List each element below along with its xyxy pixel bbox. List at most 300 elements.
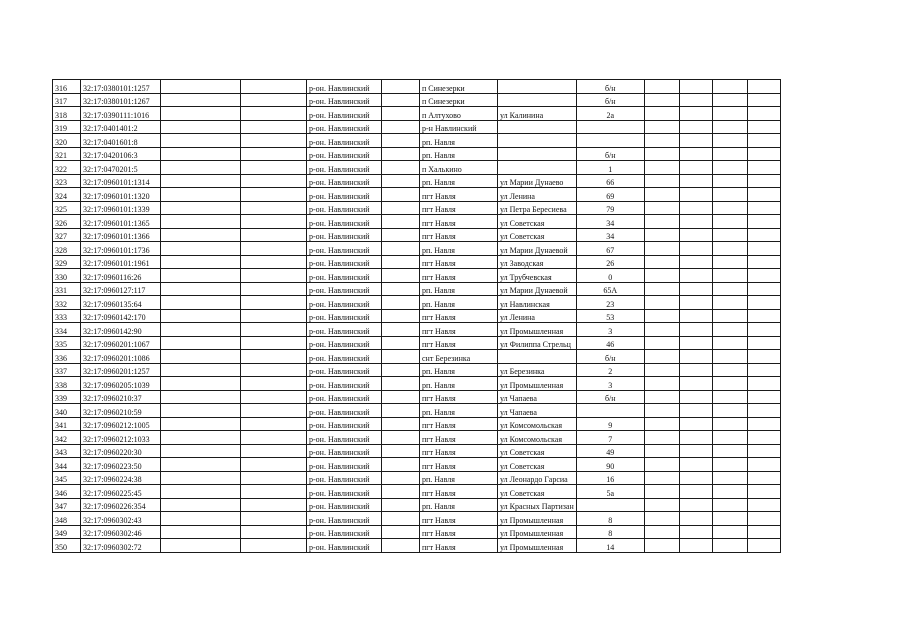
empty-col-4-cell — [241, 282, 307, 296]
empty-col-10-cell — [644, 485, 679, 499]
house-number-cell: 66 — [576, 174, 644, 188]
table-row — [53, 296, 781, 310]
house-number-cell: 3 — [576, 323, 644, 337]
row-number-cell: 335 — [53, 336, 81, 350]
settlement-cell: пгт Навля — [420, 309, 498, 323]
empty-col-12-cell — [712, 458, 747, 472]
empty-col-12-cell — [712, 80, 747, 94]
empty-col-4-cell — [241, 147, 307, 161]
cadastral-number-cell: 32:17:0960101:1365 — [81, 215, 161, 229]
row-number-cell: 326 — [53, 215, 81, 229]
house-number-cell: 2а — [576, 107, 644, 121]
house-number-cell: 67 — [576, 242, 644, 256]
empty-col-13-cell — [747, 512, 780, 526]
settlement-cell: пгт Навля — [420, 512, 498, 526]
street-cell: ул Промышленная — [498, 539, 577, 553]
empty-col-10-cell — [644, 377, 679, 391]
house-number-cell — [576, 120, 644, 134]
empty-col-3-cell — [161, 120, 241, 134]
empty-col-10-cell — [644, 174, 679, 188]
empty-col-3-cell — [161, 228, 241, 242]
settlement-cell: рп. Навля — [420, 498, 498, 512]
empty-col-13-cell — [747, 309, 780, 323]
table-row — [53, 242, 781, 256]
empty-col-3-cell — [161, 215, 241, 229]
empty-col-13-cell — [747, 147, 780, 161]
empty-col-4-cell — [241, 201, 307, 215]
empty-col-6-cell — [382, 134, 420, 148]
empty-col-6-cell — [382, 485, 420, 499]
empty-col-6-cell — [382, 201, 420, 215]
row-number-cell: 325 — [53, 201, 81, 215]
empty-col-11-cell — [679, 255, 712, 269]
empty-col-3-cell — [161, 363, 241, 377]
house-number-cell: 1 — [576, 161, 644, 175]
empty-col-13-cell — [747, 80, 780, 94]
house-number-cell: 34 — [576, 215, 644, 229]
empty-col-3-cell — [161, 390, 241, 404]
empty-col-3-cell — [161, 296, 241, 310]
empty-col-3-cell — [161, 107, 241, 121]
empty-col-3-cell — [161, 404, 241, 418]
table-row — [53, 309, 781, 323]
row-number-cell: 331 — [53, 282, 81, 296]
empty-col-3-cell — [161, 458, 241, 472]
empty-col-12-cell — [712, 188, 747, 202]
cadastral-number-cell: 32:17:0960101:1366 — [81, 228, 161, 242]
house-number-cell: 5а — [576, 485, 644, 499]
settlement-cell: пгт Навля — [420, 485, 498, 499]
empty-col-11-cell — [679, 498, 712, 512]
empty-col-13-cell — [747, 228, 780, 242]
row-number-cell: 342 — [53, 431, 81, 445]
table-row — [53, 431, 781, 445]
street-cell — [498, 350, 577, 364]
empty-col-12-cell — [712, 228, 747, 242]
street-cell: ул Советская — [498, 228, 577, 242]
empty-col-13-cell — [747, 120, 780, 134]
settlement-cell: п Синезерки — [420, 80, 498, 94]
empty-col-4-cell — [241, 120, 307, 134]
district-cell: р-он. Навлинский — [307, 350, 382, 364]
district-cell: р-он. Навлинский — [307, 242, 382, 256]
empty-col-3-cell — [161, 309, 241, 323]
settlement-cell: снт Березинка — [420, 350, 498, 364]
empty-col-3-cell — [161, 471, 241, 485]
empty-col-11-cell — [679, 431, 712, 445]
street-cell: ул Калинина — [498, 107, 577, 121]
empty-col-4-cell — [241, 215, 307, 229]
empty-col-10-cell — [644, 417, 679, 431]
empty-col-11-cell — [679, 147, 712, 161]
table-row — [53, 174, 781, 188]
row-number-cell: 328 — [53, 242, 81, 256]
settlement-cell: пгт Навля — [420, 390, 498, 404]
row-number-cell: 339 — [53, 390, 81, 404]
settlement-cell: п Алтухово — [420, 107, 498, 121]
empty-col-3-cell — [161, 431, 241, 445]
house-number-cell: 14 — [576, 539, 644, 553]
settlement-cell: п Халькино — [420, 161, 498, 175]
empty-col-10-cell — [644, 282, 679, 296]
empty-col-12-cell — [712, 417, 747, 431]
empty-col-6-cell — [382, 174, 420, 188]
empty-col-12-cell — [712, 336, 747, 350]
street-cell: ул Марии Дунаевой — [498, 282, 577, 296]
district-cell: р-он. Навлинский — [307, 282, 382, 296]
row-number-cell: 334 — [53, 323, 81, 337]
house-number-cell: 23 — [576, 296, 644, 310]
empty-col-6-cell — [382, 188, 420, 202]
settlement-cell: пгт Навля — [420, 323, 498, 337]
empty-col-13-cell — [747, 444, 780, 458]
house-number-cell: 7 — [576, 431, 644, 445]
district-cell: р-он. Навлинский — [307, 188, 382, 202]
cadastral-number-cell: 32:17:0960302:43 — [81, 512, 161, 526]
row-number-cell: 344 — [53, 458, 81, 472]
district-cell: р-он. Навлинский — [307, 458, 382, 472]
street-cell: ул Советская — [498, 215, 577, 229]
empty-col-10-cell — [644, 323, 679, 337]
row-number-cell: 343 — [53, 444, 81, 458]
empty-col-12-cell — [712, 404, 747, 418]
empty-col-11-cell — [679, 188, 712, 202]
empty-col-11-cell — [679, 80, 712, 94]
empty-col-6-cell — [382, 296, 420, 310]
row-number-cell: 347 — [53, 498, 81, 512]
empty-col-12-cell — [712, 309, 747, 323]
settlement-cell: рп. Навля — [420, 471, 498, 485]
house-number-cell — [576, 498, 644, 512]
table-row — [53, 485, 781, 499]
cadastral-number-cell: 32:17:0960101:1736 — [81, 242, 161, 256]
empty-col-3-cell — [161, 242, 241, 256]
empty-col-11-cell — [679, 390, 712, 404]
empty-col-13-cell — [747, 174, 780, 188]
empty-col-6-cell — [382, 498, 420, 512]
empty-col-10-cell — [644, 296, 679, 310]
district-cell: р-он. Навлинский — [307, 444, 382, 458]
cadastral-number-cell: 32:17:0960142:90 — [81, 323, 161, 337]
street-cell: ул Чапаева — [498, 404, 577, 418]
district-cell: р-он. Навлинский — [307, 201, 382, 215]
street-cell: ул Промышленная — [498, 512, 577, 526]
empty-col-4-cell — [241, 498, 307, 512]
street-cell — [498, 134, 577, 148]
table-row — [53, 215, 781, 229]
empty-col-4-cell — [241, 417, 307, 431]
empty-col-12-cell — [712, 431, 747, 445]
district-cell: р-он. Навлинский — [307, 147, 382, 161]
cadastral-number-cell: 32:17:0390111:1016 — [81, 107, 161, 121]
empty-col-12-cell — [712, 539, 747, 553]
row-number-cell: 340 — [53, 404, 81, 418]
table-row — [53, 458, 781, 472]
empty-col-4-cell — [241, 444, 307, 458]
street-cell: ул Советская — [498, 444, 577, 458]
empty-col-12-cell — [712, 147, 747, 161]
empty-col-11-cell — [679, 444, 712, 458]
empty-col-6-cell — [382, 431, 420, 445]
street-cell: ул Промышленная — [498, 323, 577, 337]
house-number-cell: 0 — [576, 269, 644, 283]
empty-col-3-cell — [161, 498, 241, 512]
row-number-cell: 321 — [53, 147, 81, 161]
row-number-cell: 338 — [53, 377, 81, 391]
settlement-cell: рп. Навля — [420, 377, 498, 391]
cadastral-number-cell: 32:17:0960135:64 — [81, 296, 161, 310]
row-number-cell: 319 — [53, 120, 81, 134]
empty-col-6-cell — [382, 404, 420, 418]
empty-col-10-cell — [644, 390, 679, 404]
cadastral-number-cell: 32:17:0960101:1320 — [81, 188, 161, 202]
cadastral-number-cell: 32:17:0960212:1005 — [81, 417, 161, 431]
district-cell: р-он. Навлинский — [307, 525, 382, 539]
empty-col-4-cell — [241, 471, 307, 485]
district-cell: р-он. Навлинский — [307, 323, 382, 337]
cadastral-number-cell: 32:17:0960116:26 — [81, 269, 161, 283]
empty-col-4-cell — [241, 350, 307, 364]
house-number-cell: 49 — [576, 444, 644, 458]
empty-col-13-cell — [747, 296, 780, 310]
empty-col-4-cell — [241, 431, 307, 445]
street-cell: ул Трубчевская — [498, 269, 577, 283]
cadastral-number-cell: 32:17:0470201:5 — [81, 161, 161, 175]
empty-col-4-cell — [241, 309, 307, 323]
empty-col-6-cell — [382, 242, 420, 256]
empty-col-10-cell — [644, 444, 679, 458]
empty-col-4-cell — [241, 512, 307, 526]
empty-col-10-cell — [644, 107, 679, 121]
house-number-cell: 2 — [576, 363, 644, 377]
settlement-cell: п Синезерки — [420, 93, 498, 107]
house-number-cell: б/н — [576, 147, 644, 161]
cadastral-number-cell: 32:17:0960224:38 — [81, 471, 161, 485]
street-cell: ул Красных Партизан — [498, 498, 577, 512]
empty-col-10-cell — [644, 404, 679, 418]
district-cell: р-он. Навлинский — [307, 471, 382, 485]
table-row — [53, 269, 781, 283]
empty-col-3-cell — [161, 93, 241, 107]
empty-col-11-cell — [679, 485, 712, 499]
empty-col-4-cell — [241, 390, 307, 404]
street-cell — [498, 147, 577, 161]
empty-col-10-cell — [644, 134, 679, 148]
empty-col-6-cell — [382, 309, 420, 323]
table-row — [53, 512, 781, 526]
settlement-cell: пгт Навля — [420, 269, 498, 283]
empty-col-10-cell — [644, 458, 679, 472]
settlement-cell: пгт Навля — [420, 228, 498, 242]
empty-col-13-cell — [747, 498, 780, 512]
row-number-cell: 348 — [53, 512, 81, 526]
cadastral-number-cell: 32:17:0960302:72 — [81, 539, 161, 553]
empty-col-11-cell — [679, 296, 712, 310]
empty-col-11-cell — [679, 269, 712, 283]
table-row — [53, 107, 781, 121]
district-cell: р-он. Навлинский — [307, 296, 382, 310]
cadastral-number-cell: 32:17:0420106:3 — [81, 147, 161, 161]
settlement-cell: рп. Навля — [420, 404, 498, 418]
empty-col-4-cell — [241, 323, 307, 337]
table-row — [53, 323, 781, 337]
house-number-cell — [576, 404, 644, 418]
cadastral-number-cell: 32:17:0960223:50 — [81, 458, 161, 472]
table-row — [53, 350, 781, 364]
house-number-cell: 3 — [576, 377, 644, 391]
table-row — [53, 525, 781, 539]
cadastral-number-cell: 32:17:0960210:37 — [81, 390, 161, 404]
empty-col-12-cell — [712, 282, 747, 296]
cadastral-number-cell: 32:17:0960127:117 — [81, 282, 161, 296]
empty-col-3-cell — [161, 512, 241, 526]
house-number-cell: 90 — [576, 458, 644, 472]
empty-col-11-cell — [679, 161, 712, 175]
empty-col-11-cell — [679, 215, 712, 229]
empty-col-4-cell — [241, 363, 307, 377]
empty-col-10-cell — [644, 431, 679, 445]
empty-col-13-cell — [747, 323, 780, 337]
empty-col-10-cell — [644, 80, 679, 94]
empty-col-10-cell — [644, 201, 679, 215]
empty-col-10-cell — [644, 120, 679, 134]
settlement-cell: пгт Навля — [420, 458, 498, 472]
empty-col-6-cell — [382, 458, 420, 472]
row-number-cell: 320 — [53, 134, 81, 148]
district-cell: р-он. Навлинский — [307, 215, 382, 229]
district-cell: р-он. Навлинский — [307, 539, 382, 553]
settlement-cell: пгт Навля — [420, 417, 498, 431]
empty-col-12-cell — [712, 363, 747, 377]
street-cell: ул Навлинская — [498, 296, 577, 310]
empty-col-3-cell — [161, 269, 241, 283]
empty-col-13-cell — [747, 525, 780, 539]
row-number-cell: 341 — [53, 417, 81, 431]
house-number-cell: б/н — [576, 350, 644, 364]
empty-col-10-cell — [644, 363, 679, 377]
empty-col-6-cell — [382, 93, 420, 107]
empty-col-6-cell — [382, 350, 420, 364]
empty-col-3-cell — [161, 174, 241, 188]
district-cell: р-он. Навлинский — [307, 228, 382, 242]
empty-col-6-cell — [382, 228, 420, 242]
street-cell: ул Ленина — [498, 188, 577, 202]
empty-col-12-cell — [712, 485, 747, 499]
empty-col-11-cell — [679, 323, 712, 337]
table-row — [53, 498, 781, 512]
empty-col-6-cell — [382, 120, 420, 134]
table-row — [53, 255, 781, 269]
house-number-cell: 9 — [576, 417, 644, 431]
house-number-cell: 8 — [576, 512, 644, 526]
empty-col-3-cell — [161, 539, 241, 553]
row-number-cell: 345 — [53, 471, 81, 485]
empty-col-13-cell — [747, 188, 780, 202]
row-number-cell: 323 — [53, 174, 81, 188]
cadastral-number-cell: 32:17:0380101:1267 — [81, 93, 161, 107]
empty-col-11-cell — [679, 174, 712, 188]
district-cell: р-он. Навлинский — [307, 93, 382, 107]
empty-col-10-cell — [644, 161, 679, 175]
settlement-cell: рп. Навля — [420, 134, 498, 148]
cadastral-number-cell: 32:17:0960201:1257 — [81, 363, 161, 377]
district-cell: р-он. Навлинский — [307, 161, 382, 175]
table-row — [53, 188, 781, 202]
table-row — [53, 417, 781, 431]
empty-col-12-cell — [712, 471, 747, 485]
empty-col-13-cell — [747, 93, 780, 107]
district-cell: р-он. Навлинский — [307, 134, 382, 148]
empty-col-6-cell — [382, 444, 420, 458]
empty-col-4-cell — [241, 188, 307, 202]
empty-col-4-cell — [241, 525, 307, 539]
table-row — [53, 404, 781, 418]
empty-col-4-cell — [241, 255, 307, 269]
settlement-cell: пгт Навля — [420, 444, 498, 458]
empty-col-11-cell — [679, 525, 712, 539]
district-cell: р-он. Навлинский — [307, 255, 382, 269]
house-number-cell: 34 — [576, 228, 644, 242]
empty-col-11-cell — [679, 363, 712, 377]
street-cell: ул Комсомольская — [498, 431, 577, 445]
district-cell: р-он. Навлинский — [307, 336, 382, 350]
settlement-cell: пгт Навля — [420, 336, 498, 350]
street-cell: ул Комсомольская — [498, 417, 577, 431]
row-number-cell: 332 — [53, 296, 81, 310]
empty-col-6-cell — [382, 282, 420, 296]
table-row — [53, 377, 781, 391]
table-row — [53, 134, 781, 148]
empty-col-12-cell — [712, 242, 747, 256]
row-number-cell: 333 — [53, 309, 81, 323]
empty-col-13-cell — [747, 269, 780, 283]
row-number-cell: 329 — [53, 255, 81, 269]
empty-col-6-cell — [382, 390, 420, 404]
empty-col-12-cell — [712, 107, 747, 121]
empty-col-13-cell — [747, 282, 780, 296]
cadastral-number-cell: 32:17:0960101:1314 — [81, 174, 161, 188]
empty-col-12-cell — [712, 201, 747, 215]
empty-col-4-cell — [241, 174, 307, 188]
empty-col-11-cell — [679, 309, 712, 323]
street-cell — [498, 80, 577, 94]
empty-col-10-cell — [644, 350, 679, 364]
empty-col-11-cell — [679, 282, 712, 296]
empty-col-3-cell — [161, 80, 241, 94]
house-number-cell: 53 — [576, 309, 644, 323]
table-row — [53, 93, 781, 107]
empty-col-4-cell — [241, 539, 307, 553]
empty-col-12-cell — [712, 323, 747, 337]
empty-col-4-cell — [241, 404, 307, 418]
empty-col-4-cell — [241, 336, 307, 350]
row-number-cell: 337 — [53, 363, 81, 377]
empty-col-12-cell — [712, 269, 747, 283]
cadastral-number-cell: 32:17:0960201:1067 — [81, 336, 161, 350]
district-cell: р-он. Навлинский — [307, 269, 382, 283]
table-row — [53, 282, 781, 296]
empty-col-4-cell — [241, 93, 307, 107]
empty-col-13-cell — [747, 350, 780, 364]
empty-col-6-cell — [382, 323, 420, 337]
district-cell: р-он. Навлинский — [307, 512, 382, 526]
table-row — [53, 336, 781, 350]
empty-col-3-cell — [161, 525, 241, 539]
cadastral-number-cell: 32:17:0960101:1961 — [81, 255, 161, 269]
empty-col-12-cell — [712, 134, 747, 148]
empty-col-11-cell — [679, 134, 712, 148]
house-number-cell: б/н — [576, 93, 644, 107]
